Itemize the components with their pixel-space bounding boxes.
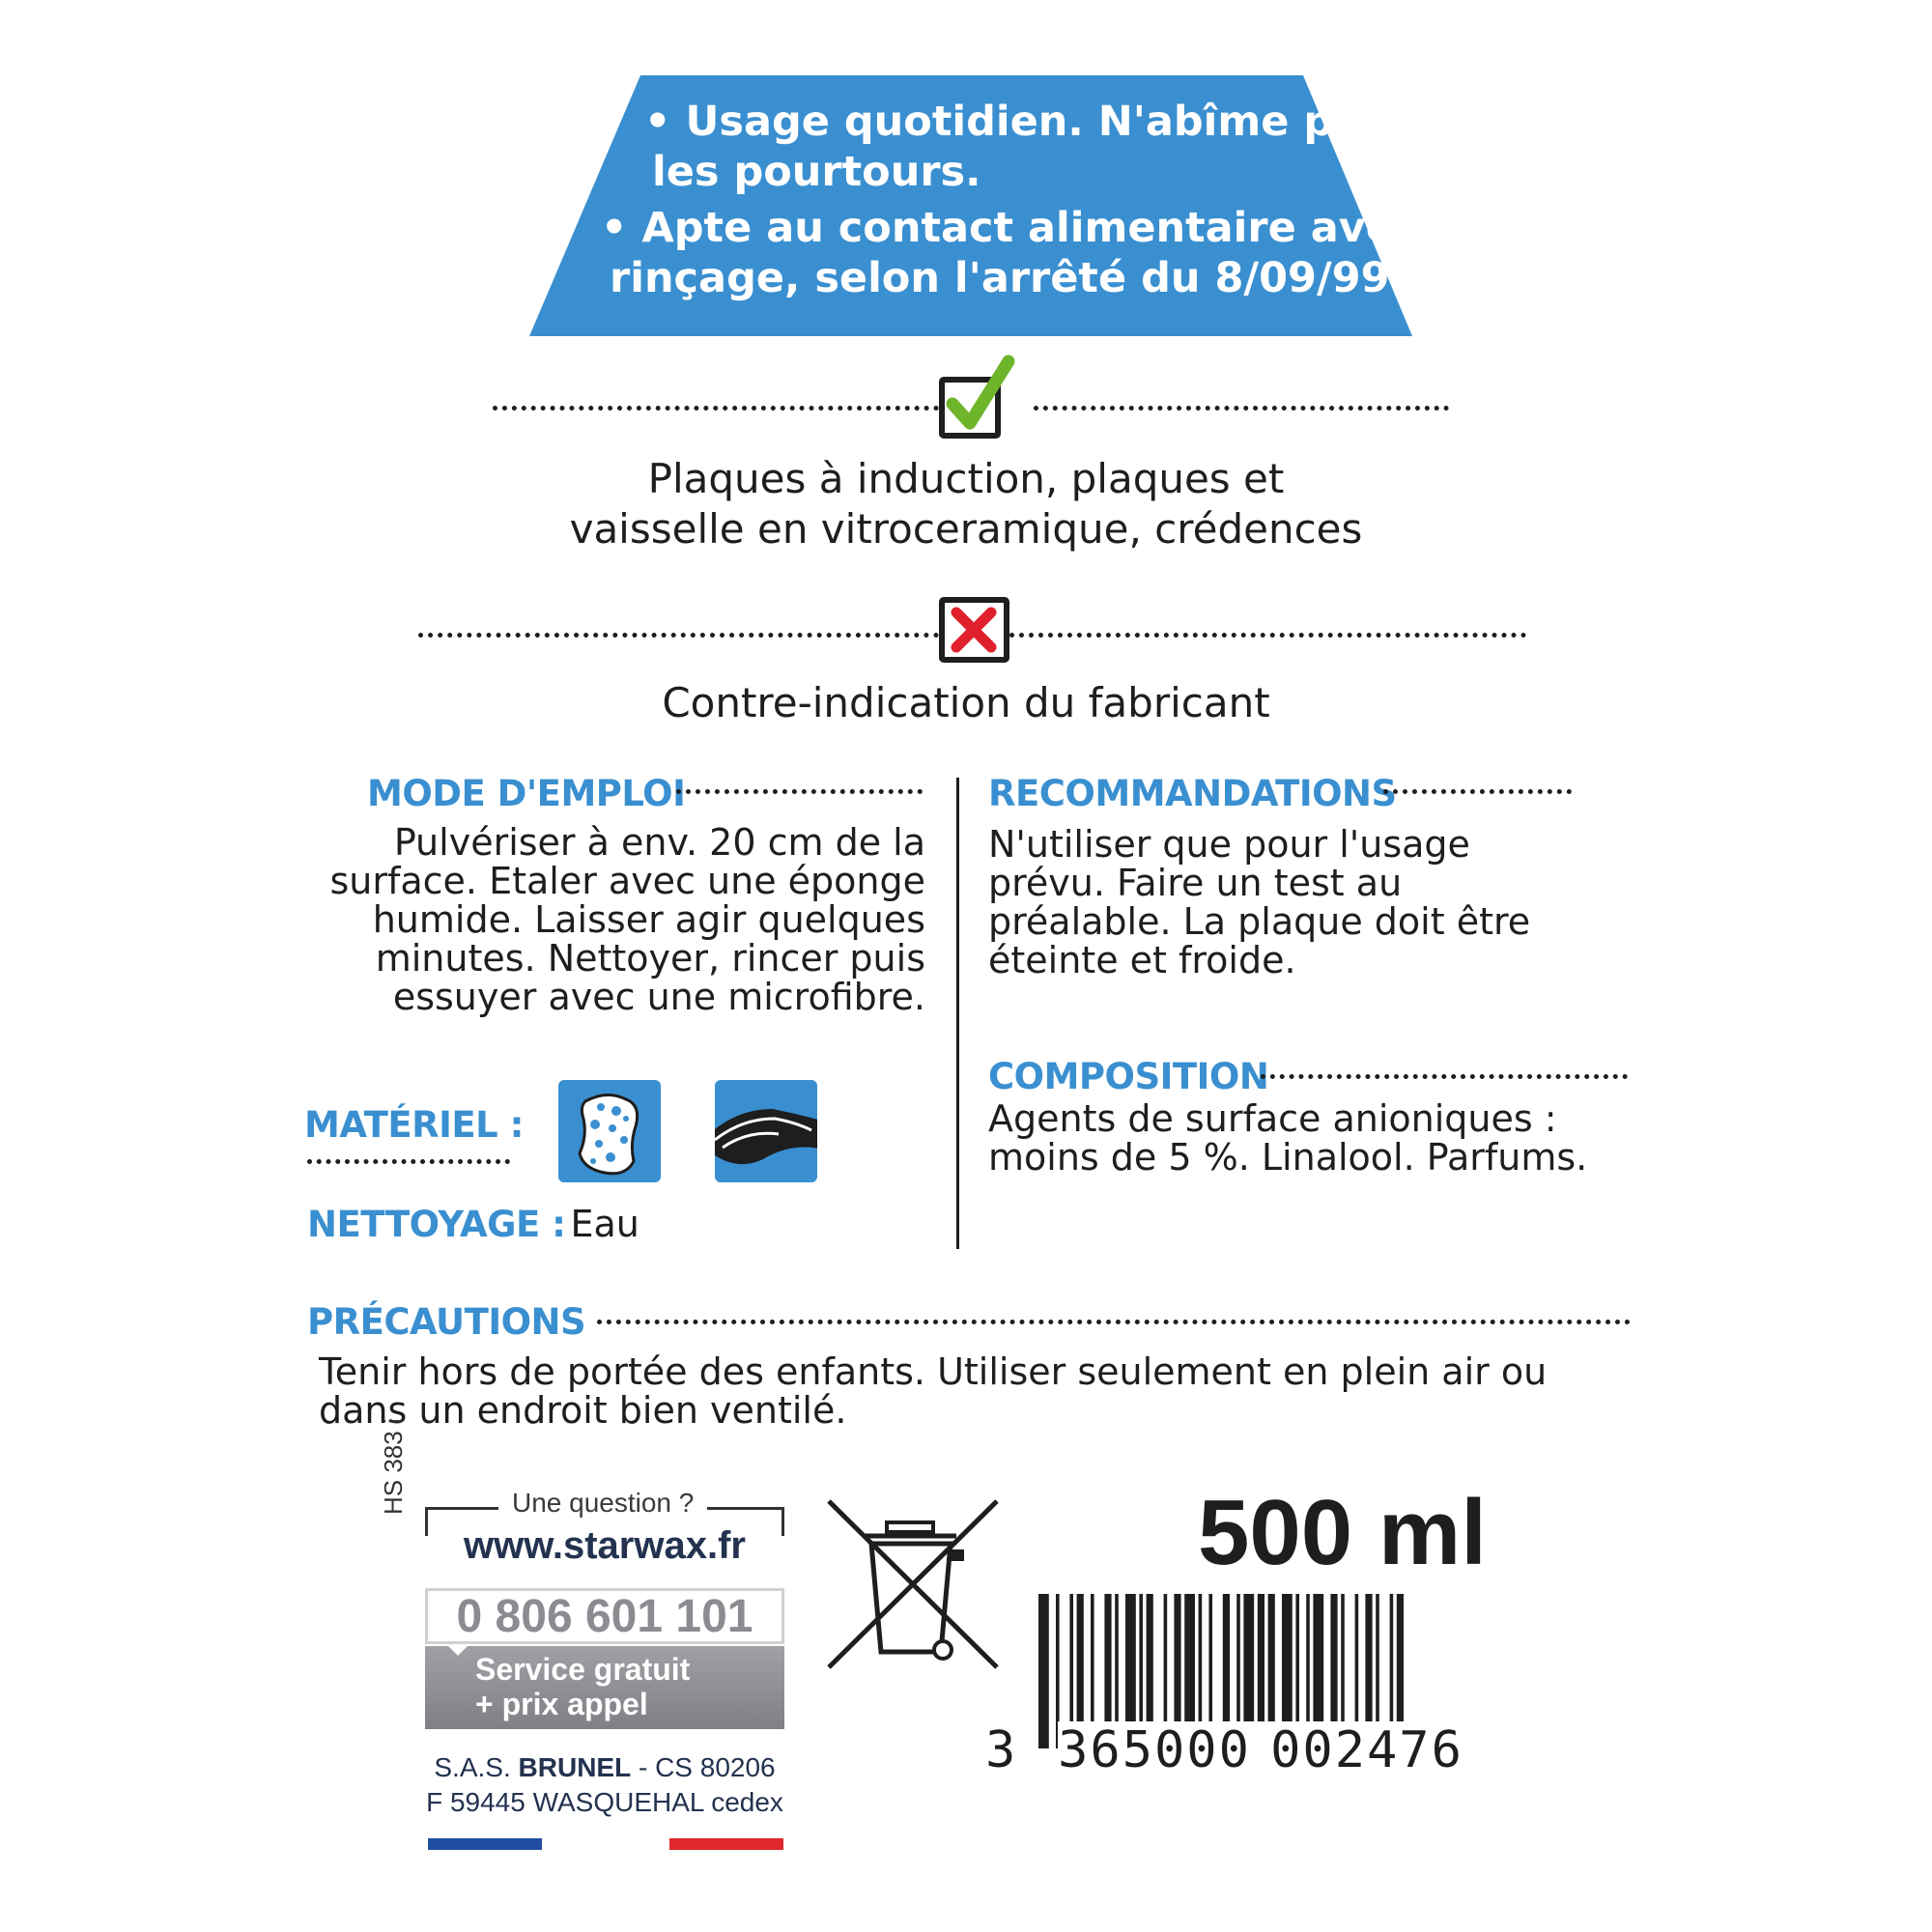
company-address: F 59445 WASQUEHAL cedex	[426, 1787, 783, 1817]
unsuitable-box	[939, 597, 1009, 663]
suitable-surfaces	[541, 454, 1391, 554]
column-separator	[956, 778, 959, 1249]
barcode-bar	[1077, 1594, 1084, 1721]
mode-emploi-line: Pulvériser à env. 20 cm de la	[393, 821, 925, 864]
company-name: BRUNEL	[518, 1752, 632, 1782]
precautions-heading: PRÉCAUTIONS	[307, 1301, 586, 1343]
materiel-heading: MATÉRIEL :	[304, 1104, 524, 1146]
microfiber-cloth-icon	[715, 1080, 817, 1182]
dotted-divider	[1034, 406, 1449, 411]
barcode-group-2: 002476	[1270, 1721, 1463, 1779]
barcode-bar	[1306, 1594, 1310, 1721]
company-line	[425, 1752, 784, 1783]
precautions-line: Tenir hors de portée des enfants. Utiliser seulement en plein air ou	[319, 1350, 1548, 1393]
barcode-bar	[1038, 1594, 1049, 1748]
product-code: HS 383 i	[379, 1418, 408, 1515]
barcode-bar	[1184, 1594, 1195, 1721]
barcode-bar	[1365, 1594, 1372, 1721]
dotted-divider	[307, 1159, 510, 1164]
suitable-line-2: vaisselle en vitroceramique, crédences	[569, 505, 1363, 553]
unsuitable-text: Contre-indication du fabricant	[662, 679, 1270, 726]
banner-line-2: les pourtours.	[652, 148, 981, 196]
recommandations-line: prévu. Faire un test au	[988, 862, 1403, 904]
checkmark-icon	[939, 354, 1026, 440]
crossed-bin-icon	[827, 1497, 1001, 1671]
composition-line: Agents de surface anioniques :	[988, 1097, 1557, 1140]
composition-text	[988, 1099, 1587, 1177]
mode-emploi-text	[314, 823, 925, 1016]
barcode-bar	[1390, 1594, 1394, 1721]
barcode-bar	[1258, 1594, 1264, 1721]
dotted-divider	[1261, 1074, 1628, 1079]
barcode-bar	[1376, 1594, 1379, 1721]
mode-emploi-line: surface. Etaler avec une éponge	[329, 860, 925, 902]
dotted-divider	[597, 1320, 1631, 1324]
service-line-1: Service gratuit	[475, 1652, 691, 1687]
dotted-divider	[1383, 789, 1572, 794]
barcode-bar	[1282, 1594, 1293, 1721]
mode-emploi-heading: MODE D'EMPLOI	[367, 773, 686, 814]
question-label: Une question ?	[498, 1488, 707, 1519]
barcode-bar	[1341, 1594, 1345, 1721]
precautions-text	[319, 1352, 1547, 1430]
suitable-box	[939, 377, 1001, 439]
barcode-bar	[1174, 1594, 1180, 1721]
dotted-divider	[493, 406, 939, 411]
barcode-first-digit: 3	[985, 1721, 1016, 1779]
barcode-bar	[1147, 1594, 1153, 1721]
service-badge	[425, 1646, 784, 1729]
badge-pointer-icon	[446, 1644, 469, 1658]
mode-emploi-line: minutes. Nettoyer, rincer puis	[375, 937, 925, 980]
barcode-bar	[1313, 1594, 1323, 1721]
nettoyage-value: Eau	[570, 1203, 639, 1245]
nettoyage-row	[307, 1203, 639, 1245]
barcode-bar	[1208, 1594, 1212, 1721]
recommandations-text	[988, 825, 1530, 980]
volume-label: 500 ml	[1198, 1481, 1487, 1584]
recommandations-line: préalable. La plaque doit être	[988, 900, 1531, 943]
barcode-bar	[1355, 1594, 1359, 1721]
website-link[interactable]: www.starwax.fr	[464, 1524, 746, 1567]
dotted-divider	[676, 789, 923, 794]
barcode-bar	[1125, 1594, 1136, 1721]
dotted-divider	[1009, 633, 1526, 638]
flag-red-bar	[669, 1838, 783, 1850]
barcode-bar	[1199, 1594, 1203, 1721]
barcode-bar	[1115, 1594, 1119, 1721]
banner-line-1: • Usage quotidien. N'abîme pas	[644, 98, 1386, 146]
mode-emploi-line: humide. Laisser agir quelques	[372, 898, 925, 941]
flag-blue-bar	[428, 1838, 542, 1850]
barcode-bar	[1243, 1594, 1254, 1721]
barcode-bar	[1164, 1594, 1168, 1721]
service-line-2: + prix appel	[475, 1687, 648, 1721]
precautions-line: dans un endroit bien ventilé.	[319, 1389, 847, 1432]
barcode-bar	[1295, 1594, 1299, 1721]
sponge-icon	[558, 1080, 661, 1182]
barcode-bar	[1069, 1594, 1073, 1721]
barcode-bar	[1268, 1594, 1275, 1721]
phone-number[interactable]: 0 806 601 101	[456, 1591, 753, 1642]
company-prefix: S.A.S.	[434, 1752, 511, 1782]
banner-line-3: • Apte au contact alimentaire avec	[601, 204, 1419, 252]
dotted-divider	[418, 633, 939, 638]
barcode-bar	[1330, 1594, 1337, 1721]
barcode-bar	[1104, 1594, 1111, 1721]
composition-heading: COMPOSITION	[988, 1056, 1269, 1097]
composition-line: moins de 5 %. Linalool. Parfums.	[988, 1136, 1588, 1179]
mode-emploi-line: essuyer avec une microfibre.	[392, 976, 925, 1018]
suitable-line-1: Plaques à induction, plaques et	[647, 455, 1285, 502]
barcode-group-1: 365000	[1058, 1721, 1251, 1779]
recommandations-heading: RECOMMANDATIONS	[988, 773, 1397, 814]
nettoyage-heading: NETTOYAGE :	[307, 1204, 566, 1245]
recommandations-line: N'utiliser que pour l'usage	[988, 823, 1470, 866]
banner-line-4: rinçage, selon l'arrêté du 8/09/99.	[610, 254, 1406, 302]
barcode-bar	[1139, 1594, 1143, 1721]
company-suffix: - CS 80206	[638, 1752, 776, 1782]
cross-icon	[945, 603, 1003, 657]
recommandations-line: éteinte et froide.	[988, 939, 1296, 981]
barcode-bar	[1091, 1594, 1094, 1721]
